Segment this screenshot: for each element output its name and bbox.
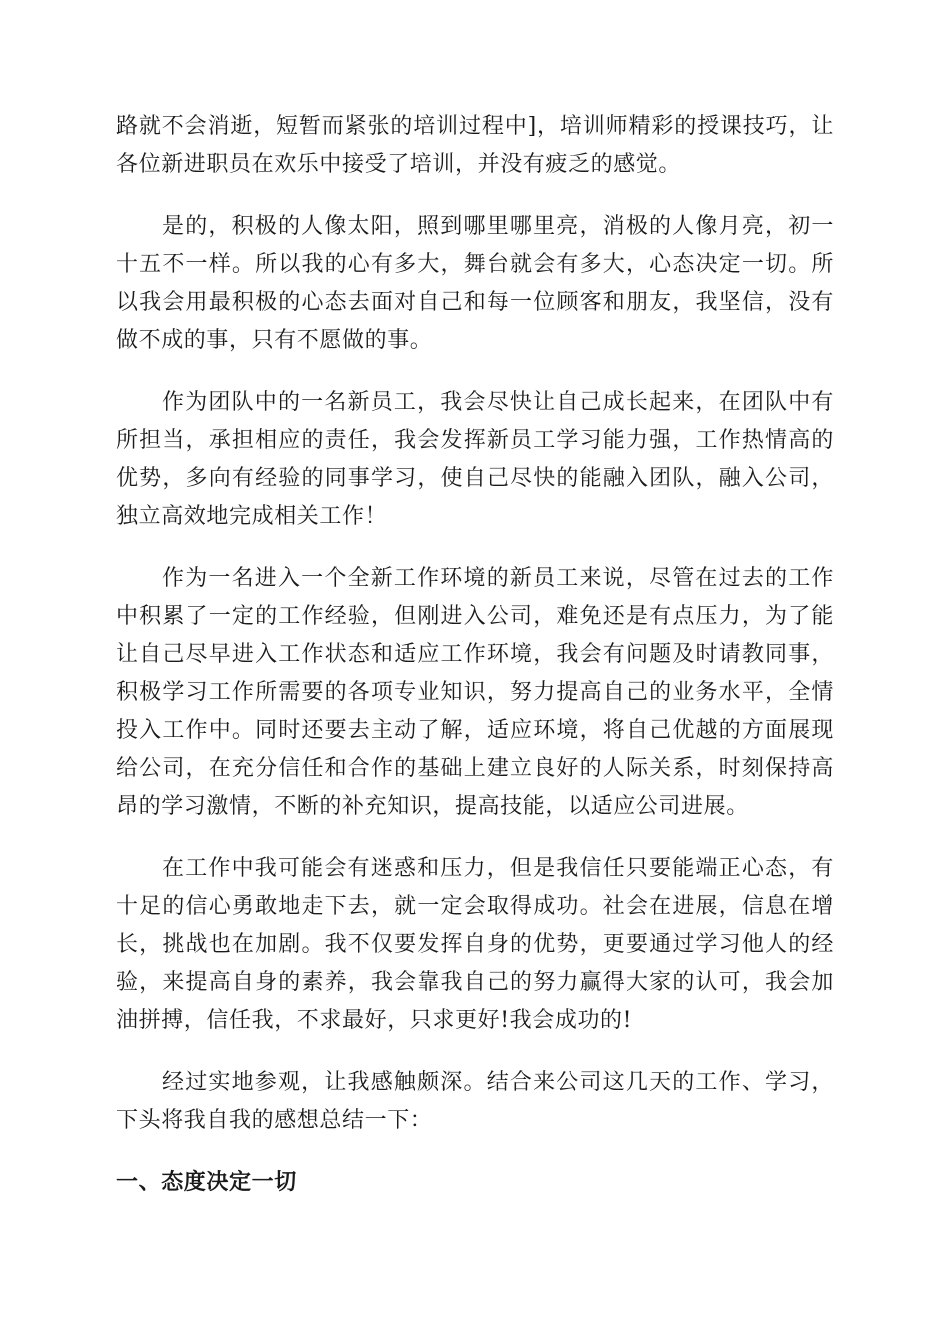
section-heading: 一、态度决定一切 xyxy=(116,1170,297,1195)
paragraph-confidence: 在工作中我可能会有迷惑和压力，但是我信任只要能端正心态，有十足的信心勇敢地走下去，就一定会取得成功。社会在进展，信息在增长，挑战也在加剧。我不仅要发挥自身的优势，更要通过学习他人的经验，来提高自身的素养，我会靠我自己的努力赢得大家的认可，我会加油拼搏，信任我，不求最好，只求更好!我会成功的! xyxy=(116,856,834,1033)
paragraph-summary-intro: 经过实地参观，让我感触颇深。结合来公司这几天的工作、学习，下头将我自我的感想总结一下： xyxy=(116,1070,834,1133)
paragraph-continuation: 路就不会消逝，短暂而紧张的培训过程中]，培训师精彩的授课技巧，让各位新进职员在欢乐中接受了培训，并没有疲乏的感觉。 xyxy=(116,114,834,177)
paragraph-new-environment: 作为一名进入一个全新工作环境的新员工来说，尽管在过去的工作中积累了一定的工作经验，但刚进入公司，难免还是有点压力，为了能让自己尽早进入工作状态和适应工作环境，我会有问题及时请教同事，积极学习工作所需要的各项专业知识，努力提高自己的业务水平，全情投入工作中。同时还要去主动了解，适应环境，将自己优越的方面展现给公司，在充分信任和合作的基础上建立良好的人际关系，时刻保持高昂的学习激情，不断的补充知识，提高技能，以适应公司进展。 xyxy=(116,566,834,819)
paragraph-positive-attitude: 是的，积极的人像太阳，照到哪里哪里亮，消极的人像月亮，初一十五不一样。所以我的心有多大，舞台就会有多大，心态决定一切。所以我会用最积极的心态去面对自己和每一位顾客和朋友，我坚信，没有做不成的事，只有不愿做的事。 xyxy=(116,214,834,353)
paragraph-team-member: 作为团队中的一名新员工，我会尽快让自己成长起来，在团队中有所担当，承担相应的责任，我会发挥新员工学习能力强，工作热情高的优势，多向有经验的同事学习，使自己尽快的能融入团队，融入公司，独立高效地完成相关工作！ xyxy=(116,390,834,529)
document-body xyxy=(116,108,834,1202)
